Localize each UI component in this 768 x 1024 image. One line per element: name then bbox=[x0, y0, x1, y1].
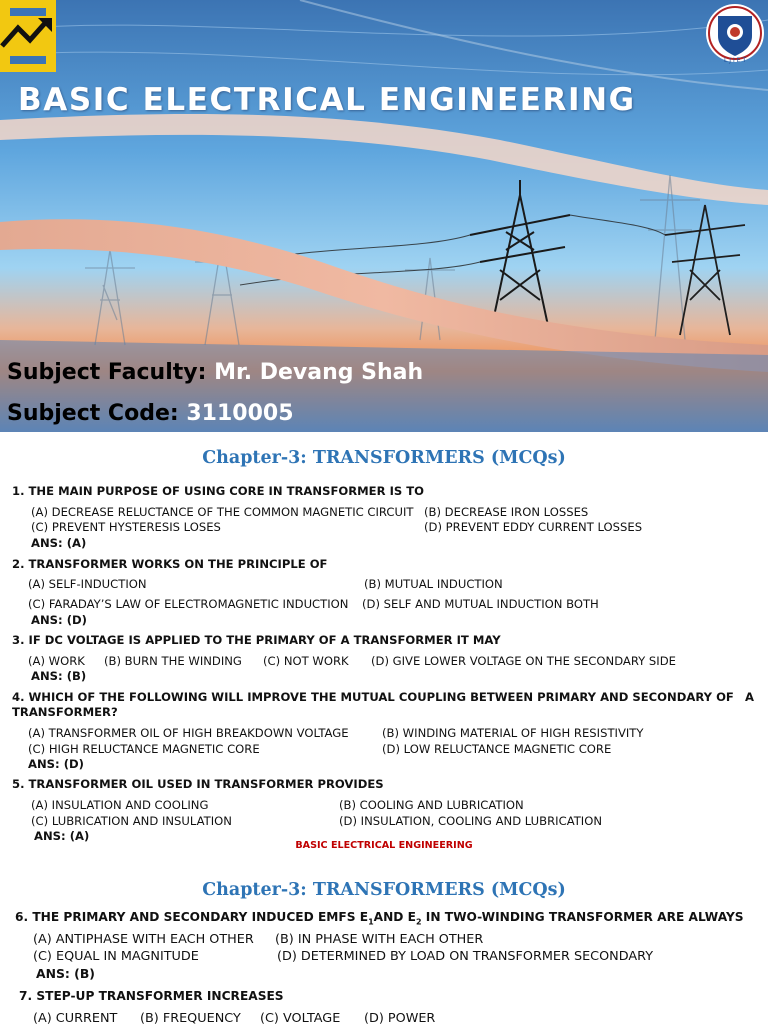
q1-answer: ANS: (A) bbox=[31, 536, 87, 550]
question-3: 3. IF DC VOLTAGE IS APPLIED TO THE PRIMARY OF A TRANSFORMER IT MAY bbox=[12, 633, 501, 647]
q1-option-b: (B) DECREASE IRON LOSSES bbox=[424, 505, 589, 519]
q6-sub-1: 1 bbox=[368, 917, 374, 927]
college-seal-icon bbox=[704, 2, 766, 64]
q5-answer: ANS: (A) bbox=[34, 829, 90, 843]
q2-option-a: (A) SELF-INDUCTION bbox=[28, 577, 147, 591]
trend-arrow-logo bbox=[0, 0, 58, 74]
q1-option-d: (D) PREVENT EDDY CURRENT LOSSES bbox=[424, 520, 643, 534]
q2-option-d: (D) SELF AND MUTUAL INDUCTION BOTH bbox=[362, 597, 599, 611]
q4-option-b: (B) WINDING MATERIAL OF HIGH RESISTIVITY bbox=[382, 726, 644, 740]
q4-option-d: (D) LOW RELUCTANCE MAGNETIC CORE bbox=[382, 742, 612, 756]
q6-option-c: (C) EQUAL IN MAGNITUDE bbox=[33, 949, 199, 964]
question-4-continued: TRANSFORMER? bbox=[12, 705, 118, 719]
q7-option-d: (D) POWER bbox=[364, 1011, 436, 1024]
question-1: 1. THE MAIN PURPOSE OF USING CORE IN TRANSFORMER IS TO bbox=[12, 484, 425, 498]
q4-answer: ANS: (D) bbox=[28, 757, 84, 771]
faculty-line bbox=[7, 360, 423, 385]
banner-title: BASIC ELECTRICAL ENGINEERING bbox=[18, 82, 636, 118]
code-label: Subject Code: bbox=[7, 401, 179, 426]
q6-answer: ANS: (B) bbox=[36, 966, 95, 981]
q6-text-1: 6. THE PRIMARY AND SECONDARY INDUCED EMFS E bbox=[15, 910, 369, 924]
q6-option-a: (A) ANTIPHASE WITH EACH OTHER bbox=[33, 932, 254, 947]
subject-code-line bbox=[7, 401, 294, 426]
q6-text-3: IN TWO-WINDING TRANSFORMER ARE ALWAYS bbox=[421, 910, 744, 924]
q3-option-c: (C) NOT WORK bbox=[263, 654, 349, 668]
code-value: 3110005 bbox=[186, 401, 294, 426]
q3-option-a: (A) WORK bbox=[28, 654, 85, 668]
footer-title: BASIC ELECTRICAL ENGINEERING bbox=[295, 840, 473, 851]
q4-option-a: (A) TRANSFORMER OIL OF HIGH BREAKDOWN VOLTAGE bbox=[28, 726, 349, 740]
q2-option-c: (C) FARADAY’S LAW OF ELECTROMAGNETIC INDUCTION bbox=[28, 597, 349, 611]
q7-option-b: (B) FREQUENCY bbox=[140, 1011, 241, 1024]
q7-option-a: (A) CURRENT bbox=[33, 1011, 118, 1024]
title-banner bbox=[0, 0, 768, 432]
q2-answer: ANS: (D) bbox=[31, 613, 87, 627]
faculty-name: Mr. Devang Shah bbox=[214, 360, 424, 385]
q4-option-c: (C) HIGH RELUCTANCE MAGNETIC CORE bbox=[28, 742, 260, 756]
q5-option-b: (B) COOLING AND LUBRICATION bbox=[339, 798, 524, 812]
q3-option-b: (B) BURN THE WINDING bbox=[104, 654, 242, 668]
q3-option-d: (D) GIVE LOWER VOLTAGE ON THE SECONDARY SIDE bbox=[371, 654, 676, 668]
question-2: 2. TRANSFORMER WORKS ON THE PRINCIPLE OF bbox=[12, 557, 328, 571]
q7-option-c: (C) VOLTAGE bbox=[260, 1011, 341, 1024]
question-7: 7. STEP-UP TRANSFORMER INCREASES bbox=[19, 989, 284, 1003]
question-4-end: A bbox=[745, 690, 754, 704]
chapter-heading-2: Chapter-3: TRANSFORMERS (MCQs) bbox=[202, 880, 566, 900]
question-4: 4. WHICH OF THE FOLLOWING WILL IMPROVE THE MUTUAL COUPLING BETWEEN PRIMARY AND SECONDARY OF bbox=[12, 690, 734, 704]
q6-text-2: AND E bbox=[373, 910, 416, 924]
q1-option-c: (C) PREVENT HYSTERESIS LOSES bbox=[31, 520, 221, 534]
faculty-label: Subject Faculty: bbox=[7, 360, 207, 385]
q5-option-c: (C) LUBRICATION AND INSULATION bbox=[31, 814, 232, 828]
q1-option-a: (A) DECREASE RELUCTANCE OF THE COMMON MAGNETIC CIRCUIT bbox=[31, 505, 414, 519]
seal-text: L J I E T bbox=[724, 57, 746, 64]
q5-option-a: (A) INSULATION AND COOLING bbox=[31, 798, 209, 812]
question-6 bbox=[15, 910, 744, 926]
q2-option-b: (B) MUTUAL INDUCTION bbox=[364, 577, 503, 591]
q3-answer: ANS: (B) bbox=[31, 669, 87, 683]
q5-option-d: (D) INSULATION, COOLING AND LUBRICATION bbox=[339, 814, 603, 828]
chapter-heading: Chapter-3: TRANSFORMERS (MCQs) bbox=[202, 448, 566, 468]
q6-option-d: (D) DETERMINED BY LOAD ON TRANSFORMER SECONDARY bbox=[277, 949, 654, 964]
q6-sub-2: 2 bbox=[415, 917, 422, 927]
q6-option-b: (B) IN PHASE WITH EACH OTHER bbox=[275, 932, 484, 947]
question-5: 5. TRANSFORMER OIL USED IN TRANSFORMER PROVIDES bbox=[12, 777, 384, 791]
